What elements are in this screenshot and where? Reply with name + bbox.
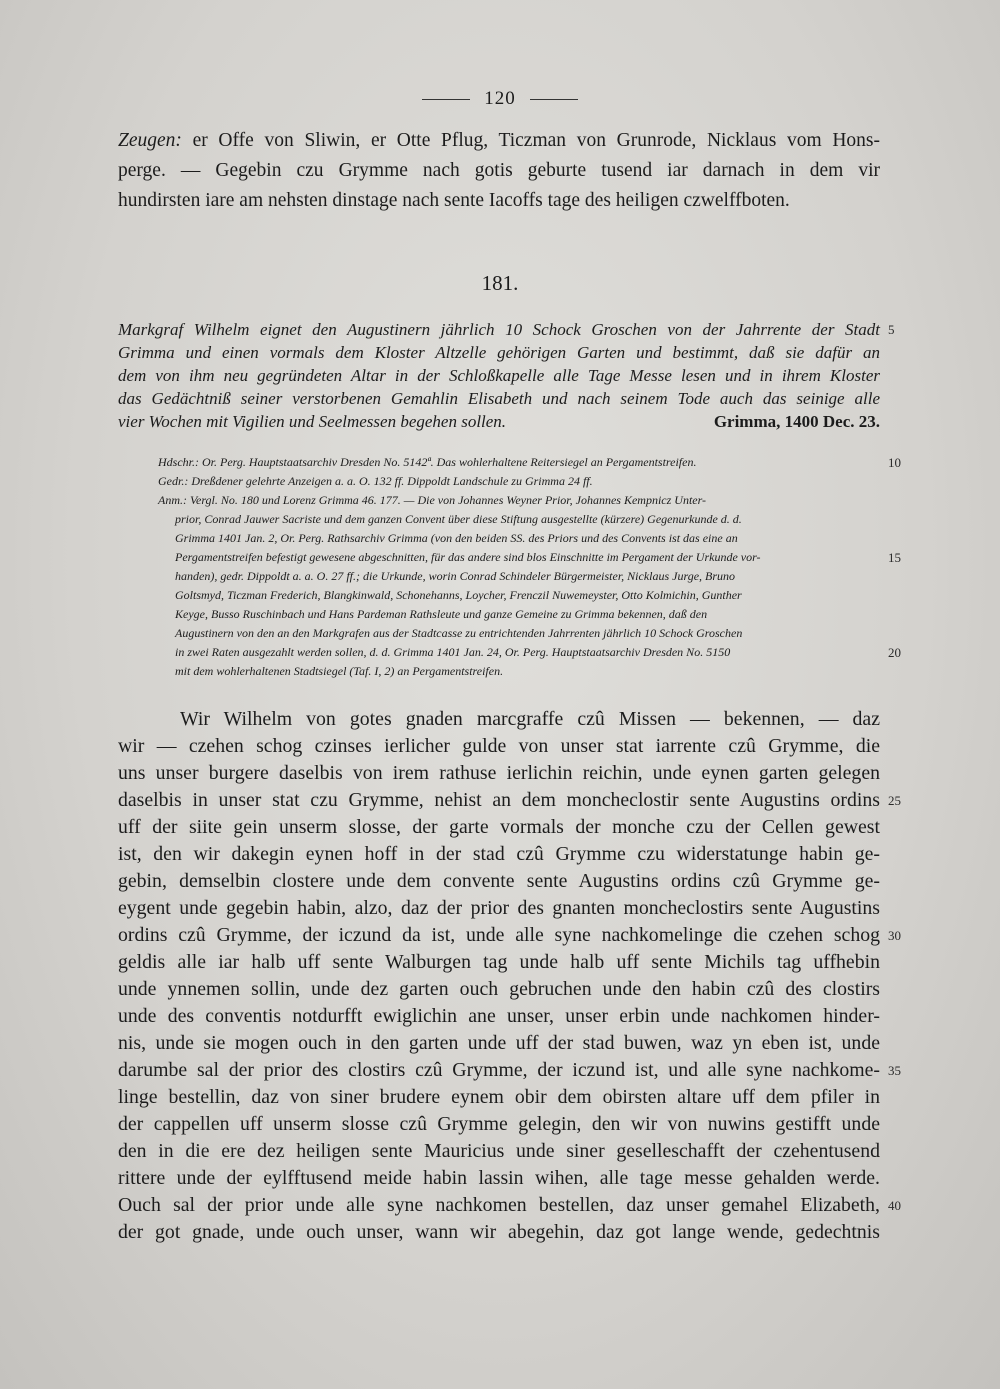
note-line: Anm.: Vergl. No. 180 und Lorenz Grimma 46. 177. — Die von Johannes Weyner Prior, Johannes Kempnicz Unter-	[158, 493, 707, 507]
main-line: unde des conventis notdurfft ewiglichin ane unser, unser erbin unde nachkomen hinder-	[118, 1005, 880, 1027]
main-line: den in die ere dez heiligen sente Mauricius unde siner geselleschafft der czehentusend	[118, 1140, 880, 1162]
margin-number: 40	[888, 1198, 901, 1213]
margin-number: 5	[888, 322, 895, 337]
main-line: geldis alle iar halb uff sente Walburgen tag unde halb uff sente Michils tag uffhebin	[118, 951, 880, 973]
regest-line: Grimma und einen vormals dem Kloster Altzelle gehörigen Garten und bestimmt, daß sie dafür an	[118, 343, 880, 362]
page-number: 120	[484, 88, 516, 109]
margin-number: 10	[888, 455, 901, 470]
header-rule-right	[530, 99, 578, 100]
note-line: in zwei Raten ausgezahlt werden sollen, d. d. Grimma 1401 Jan. 24, Or. Perg. Hauptstaatsarchiv Dresden No. 5150	[175, 645, 731, 659]
main-line: linge bestellin, daz von siner brudere eynem obir dem obirsten altare uff dem pfiler in	[118, 1086, 880, 1108]
witness-label: Zeugen:	[118, 130, 182, 151]
main-line: unde ynnemen sollin, unde dez garten ouch gebruchen unde den habin czû des clostirs	[118, 978, 880, 1000]
top-line-text: perge. — Gegebin czu Grymme nach gotis geburte tusend iar darnach in dem vir	[118, 160, 880, 181]
note-line: Augustinern von den an den Markgrafen aus der Stadtcasse zu entrichtenden Jahrrenten jährlich 10 Schock Groschen	[175, 626, 743, 640]
margin-number: 30	[888, 928, 901, 943]
margin-number: 35	[888, 1063, 901, 1078]
main-line: Ouch sal der prior unde alle syne nachkomen bestellen, daz unser gemahel Elizabeth,	[118, 1194, 880, 1216]
margin-number: 15	[888, 550, 901, 565]
regest-line: dem von ihm neu gegründeten Altar in der Schloßkapelle alle Tage Messe lesen und in ihrem Kloster	[118, 366, 880, 385]
top-line-text: er Offe von Sliwin, er Otte Pflug, Ticzman von Grunrode, Nicklaus vom Hons-	[181, 130, 880, 151]
note-line: Keyge, Busso Ruschinbach und Hans Pardeman Rathsleute und ganze Gemeine zu Grimma bekennen, daß den	[175, 607, 708, 621]
note-line: Goltsmyd, Ticzman Frederich, Blangkinwald, Schonehanns, Loycher, Frenczil Nuwemeyster, Otto Kolmichin, Gunther	[175, 588, 742, 602]
margin-number: 25	[888, 793, 901, 808]
top-line-text: hundirsten iare am nehsten dinstage nach sente Iacoffs tage des heiligen czwelffboten.	[118, 190, 790, 211]
regest-line: das Gedächtniß seiner verstorbenen Gemahlin Elisabeth und nach seinem Tode auch das seinige alle	[118, 389, 880, 408]
date-place: Grimma, 1400 Dec. 23.	[713, 412, 880, 431]
main-line: uns unser burgere daselbis von irem rathuse ierlichin reichin, unde eynen garten gelegen	[118, 762, 880, 784]
main-line: ist, den wir dakegin eynen hoff in der stad czû Grymme czu widerstatunge habin ge-	[118, 843, 880, 865]
main-line: eygent unde gegebin habin, alzo, daz der prior des gnanten moncheclostirs sente Augustins	[118, 897, 880, 919]
note-line: prior, Conrad Jauwer Sacriste und dem ganzen Convent über diese Stiftung ausgestellte (kürzere) Gegenurkunde d. d.	[175, 512, 742, 526]
top-line	[118, 190, 880, 212]
note-line: Grimma 1401 Jan. 2, Or. Perg. Rathsarchiv Grimma (von den beiden SS. des Priors und des Convents ist das eine an	[175, 531, 738, 545]
main-line: gebin, demselbin clostere unde dem convente sente Augustins ordins czû Grymme ge-	[118, 870, 880, 892]
main-line: ordins czû Grymme, der iczund da ist, unde alle syne nachkomelinge die czehen schog	[118, 924, 880, 946]
margin-number: 20	[888, 645, 901, 660]
regest-line: Markgraf Wilhelm eignet den Augustinern jährlich 10 Schock Groschen von der Jahrrente der Stadt	[118, 320, 880, 339]
document-number: 181.	[481, 271, 519, 295]
main-line: rittere unde der eylfftusend meide habin lassin wihen, alle tage messe gehalden werde.	[118, 1167, 880, 1189]
main-line: wir — czehen schog czinses ierlicher gulde von unser stat iarrente czû Grymme, die	[118, 735, 880, 757]
note-line: Pergamentstreifen befestigt gewesene abgeschnitten, für das andere sind blos Einschnitte im Pergament der Urkunde vor-	[175, 550, 761, 564]
main-line: der cappellen uff unserm slosse czû Grymme gelegin, den wir von nuwins gestifft unde	[118, 1113, 880, 1135]
top-line	[118, 160, 880, 182]
main-line: Wir Wilhelm von gotes gnaden marcgraffe czû Missen — bekennen, — daz	[180, 708, 880, 730]
note-line: mit dem wohlerhaltenen Stadtsiegel (Taf. I, 2) an Pergamentstreifen.	[175, 664, 504, 678]
main-line: darumbe sal der prior des clostirs czû Grymme, der iczund ist, und alle syne nachkome-	[118, 1059, 880, 1081]
header-rule-left	[422, 99, 470, 100]
note-line: Gedr.: Dreßdener gelehrte Anzeigen a. a. O. 132 ff. Dippoldt Landschule zu Grimma 24 ff.	[158, 474, 593, 488]
note-line: handen), gedr. Dippoldt a. a. O. 27 ff.; die Urkunde, worin Conrad Schindeler Bürgermeister, Nicklaus Jurge, Bruno	[175, 569, 736, 583]
top-line	[118, 130, 880, 152]
page-number-header	[0, 88, 1000, 110]
main-line: der got gnade, unde ouch unser, wann wir abegehin, daz got lange wende, gedechtnis	[118, 1221, 880, 1243]
main-line: daselbis in unser stat czu Grymme, nehist an dem moncheclostir sente Augustins ordins	[118, 789, 880, 811]
regest-line	[118, 412, 880, 432]
main-line: uff der siite gein unserm slosse, der garte vormals der monche czu der Cellen gewest	[118, 816, 880, 838]
main-line: nis, unde sie mogen ouch in den garten unde uff der stad buwen, waz yn eben ist, unde	[118, 1032, 880, 1054]
note-line: Hdschr.: Or. Perg. Hauptstaatsarchiv Dresden No. 5142ª. Das wohlerhaltene Reitersiegel an Pergamentstreifen.	[158, 455, 697, 469]
regest-line-text: vier Wochen mit Vigilien und Seelmessen begehen sollen.	[118, 412, 507, 431]
